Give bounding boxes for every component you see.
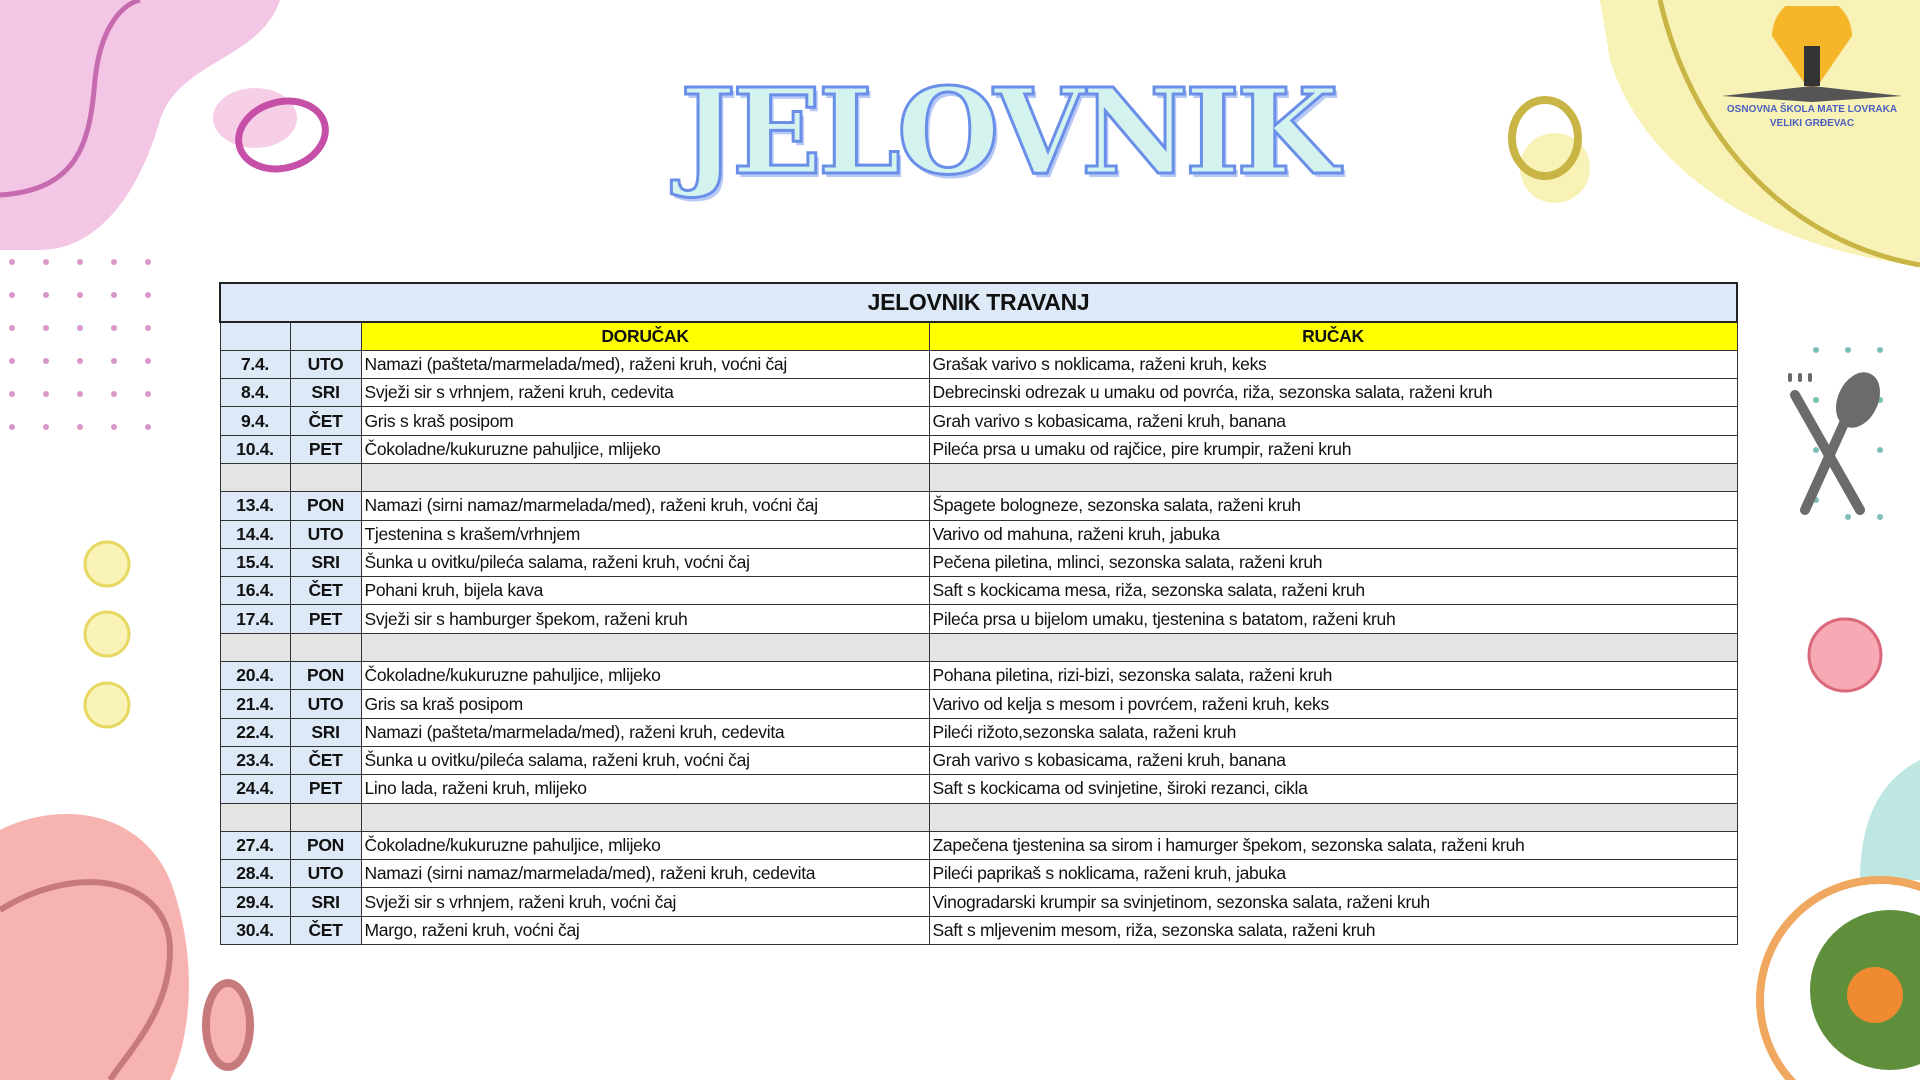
table-row [220, 605, 1737, 633]
table-row [220, 831, 1737, 859]
date-cell: 21.4. [220, 690, 290, 718]
table-row [220, 860, 1737, 888]
menu-table [219, 282, 1738, 945]
yellow-circles-left [85, 542, 129, 727]
lunch-cell: Pileća prsa u bijelom umaku, tjestenina s batatom, raženi kruh [929, 605, 1737, 633]
lunch-cell: Grah varivo s kobasicama, raženi kruh, banana [929, 746, 1737, 774]
table-row [220, 379, 1737, 407]
day-cell: SRI [290, 548, 361, 576]
date-cell: 30.4. [220, 916, 290, 944]
breakfast-cell: Namazi (pašteta/marmelada/med), raženi kruh, cedevita [361, 718, 929, 746]
breakfast-cell: Namazi (pašteta/marmelada/med), raženi kruh, voćni čaj [361, 350, 929, 378]
date-cell: 13.4. [220, 492, 290, 520]
day-cell: UTO [290, 690, 361, 718]
separator-cell [290, 633, 361, 661]
separator-cell [220, 803, 290, 831]
separator-cell [290, 463, 361, 491]
salmon-blob-bottom-left [0, 814, 189, 1080]
week-separator-row [220, 803, 1737, 831]
logo-line-1: OSNOVNA ŠKOLA MATE LOVRAKA [1726, 104, 1898, 115]
banner-title: JELOVNIK [680, 62, 1335, 201]
lunch-cell: Varivo od kelja s mesom i povrćem, raženi kruh, keks [929, 690, 1737, 718]
lunch-cell: Zapečena tjestenina sa sirom i hamurger špekom, sezonska salata, raženi kruh [929, 831, 1737, 859]
date-cell: 9.4. [220, 407, 290, 435]
day-cell: PET [290, 775, 361, 803]
day-cell: PON [290, 831, 361, 859]
separator-cell [361, 803, 929, 831]
day-cell: PET [290, 435, 361, 463]
day-cell: PON [290, 662, 361, 690]
breakfast-cell: Gris sa kraš posipom [361, 690, 929, 718]
header-date [220, 322, 290, 350]
lunch-cell: Pileća prsa u umaku od rajčice, pire krumpir, raženi kruh [929, 435, 1737, 463]
week-separator-row [220, 633, 1737, 661]
breakfast-cell: Svježi sir s vrhnjem, raženi kruh, voćni čaj [361, 888, 929, 916]
food-orange [1847, 967, 1903, 1023]
date-cell: 10.4. [220, 435, 290, 463]
lunch-cell: Pečena piletina, mlinci, sezonska salata, raženi kruh [929, 548, 1737, 576]
date-cell: 15.4. [220, 548, 290, 576]
breakfast-cell: Namazi (sirni namaz/marmelada/med), raženi kruh, voćni čaj [361, 492, 929, 520]
teal-blob-right [1860, 760, 1920, 880]
lunch-cell: Debrecinski odrezak u umaku od povrća, riža, sezonska salata, raženi kruh [929, 379, 1737, 407]
date-cell: 23.4. [220, 746, 290, 774]
separator-cell [220, 463, 290, 491]
header-lunch: RUČAK [929, 322, 1737, 350]
date-cell: 27.4. [220, 831, 290, 859]
day-cell: ČET [290, 407, 361, 435]
lunch-cell: Pohana piletina, rizi-bizi, sezonska salata, raženi kruh [929, 662, 1737, 690]
date-cell: 20.4. [220, 662, 290, 690]
table-row [220, 435, 1737, 463]
lunch-cell: Saft s kockicama od svinjetine, široki rezanci, cikla [929, 775, 1737, 803]
lunch-cell: Špagete bologneze, sezonska salata, raženi kruh [929, 492, 1737, 520]
date-cell: 8.4. [220, 379, 290, 407]
lunch-cell: Saft s kockicama mesa, riža, sezonska salata, raženi kruh [929, 577, 1737, 605]
school-logo-icon [1712, 6, 1912, 106]
pink-blob-small [213, 88, 297, 148]
salmon-ring-small [206, 983, 250, 1067]
lunch-cell: Saft s mljevenim mesom, riža, sezonska salata, raženi kruh [929, 916, 1737, 944]
breakfast-cell: Šunka u ovitku/pileća salama, raženi kruh, voćni čaj [361, 746, 929, 774]
breakfast-cell: Margo, raženi kruh, voćni čaj [361, 916, 929, 944]
day-cell: SRI [290, 379, 361, 407]
day-cell: ČET [290, 746, 361, 774]
logo-line-2: VELIKI GRĐEVAC [1769, 118, 1855, 129]
breakfast-cell: Čokoladne/kukuruzne pahuljice, mlijeko [361, 435, 929, 463]
table-row [220, 746, 1737, 774]
fork-and-spoon-icon [1790, 372, 1882, 510]
header-day [290, 322, 361, 350]
day-cell: UTO [290, 350, 361, 378]
separator-cell [929, 803, 1737, 831]
date-cell: 29.4. [220, 888, 290, 916]
day-cell: PET [290, 605, 361, 633]
table-row [220, 548, 1737, 576]
lunch-cell: Pileći rižoto,sezonska salata, raženi kruh [929, 718, 1737, 746]
date-cell: 24.4. [220, 775, 290, 803]
separator-cell [929, 463, 1737, 491]
breakfast-cell: Svježi sir s hamburger špekom, raženi kruh [361, 605, 929, 633]
table-row [220, 492, 1737, 520]
breakfast-cell: Pohani kruh, bijela kava [361, 577, 929, 605]
separator-cell [290, 803, 361, 831]
day-cell: UTO [290, 520, 361, 548]
separator-cell [361, 633, 929, 661]
table-row [220, 690, 1737, 718]
table-row [220, 577, 1737, 605]
breakfast-cell: Čokoladne/kukuruzne pahuljice, mlijeko [361, 662, 929, 690]
lunch-cell: Vinogradarski krumpir sa svinjetinom, sezonska salata, raženi kruh [929, 888, 1737, 916]
week-separator-row [220, 463, 1737, 491]
day-cell: PON [290, 492, 361, 520]
separator-cell [929, 633, 1737, 661]
lunch-cell: Varivo od mahuna, raženi kruh, jabuka [929, 520, 1737, 548]
breakfast-cell: Namazi (sirni namaz/marmelada/med), raženi kruh, cedevita [361, 860, 929, 888]
header-breakfast: DORUČAK [361, 322, 929, 350]
lunch-cell: Pileći paprikaš s noklicama, raženi kruh, jabuka [929, 860, 1737, 888]
pink-circle-right [1809, 619, 1881, 691]
table-row [220, 662, 1737, 690]
table-row [220, 520, 1737, 548]
table-row [220, 916, 1737, 944]
breakfast-cell: Gris s kraš posipom [361, 407, 929, 435]
date-cell: 16.4. [220, 577, 290, 605]
table-row [220, 407, 1737, 435]
table-row [220, 888, 1737, 916]
day-cell: SRI [290, 718, 361, 746]
lunch-cell: Grah varivo s kobasicama, raženi kruh, banana [929, 407, 1737, 435]
breakfast-cell: Šunka u ovitku/pileća salama, raženi kruh, voćni čaj [361, 548, 929, 576]
day-cell: ČET [290, 577, 361, 605]
school-logo [1712, 6, 1912, 134]
breakfast-cell: Tjestenina s krašem/vrhnjem [361, 520, 929, 548]
breakfast-cell: Svježi sir s vrhnjem, raženi kruh, cedevita [361, 379, 929, 407]
separator-cell [220, 633, 290, 661]
table-row [220, 775, 1737, 803]
day-cell: SRI [290, 888, 361, 916]
date-cell: 17.4. [220, 605, 290, 633]
breakfast-cell: Čokoladne/kukuruzne pahuljice, mlijeko [361, 831, 929, 859]
date-cell: 7.4. [220, 350, 290, 378]
menu-rows [220, 350, 1737, 944]
table-row [220, 350, 1737, 378]
day-cell: UTO [290, 860, 361, 888]
table-row [220, 718, 1737, 746]
date-cell: 28.4. [220, 860, 290, 888]
day-cell: ČET [290, 916, 361, 944]
date-cell: 14.4. [220, 520, 290, 548]
separator-cell [361, 463, 929, 491]
table-title: JELOVNIK TRAVANJ [220, 283, 1737, 322]
dot-grid-left [9, 259, 151, 430]
date-cell: 22.4. [220, 718, 290, 746]
lunch-cell: Grašak varivo s noklicama, raženi kruh, keks [929, 350, 1737, 378]
breakfast-cell: Lino lada, raženi kruh, mlijeko [361, 775, 929, 803]
